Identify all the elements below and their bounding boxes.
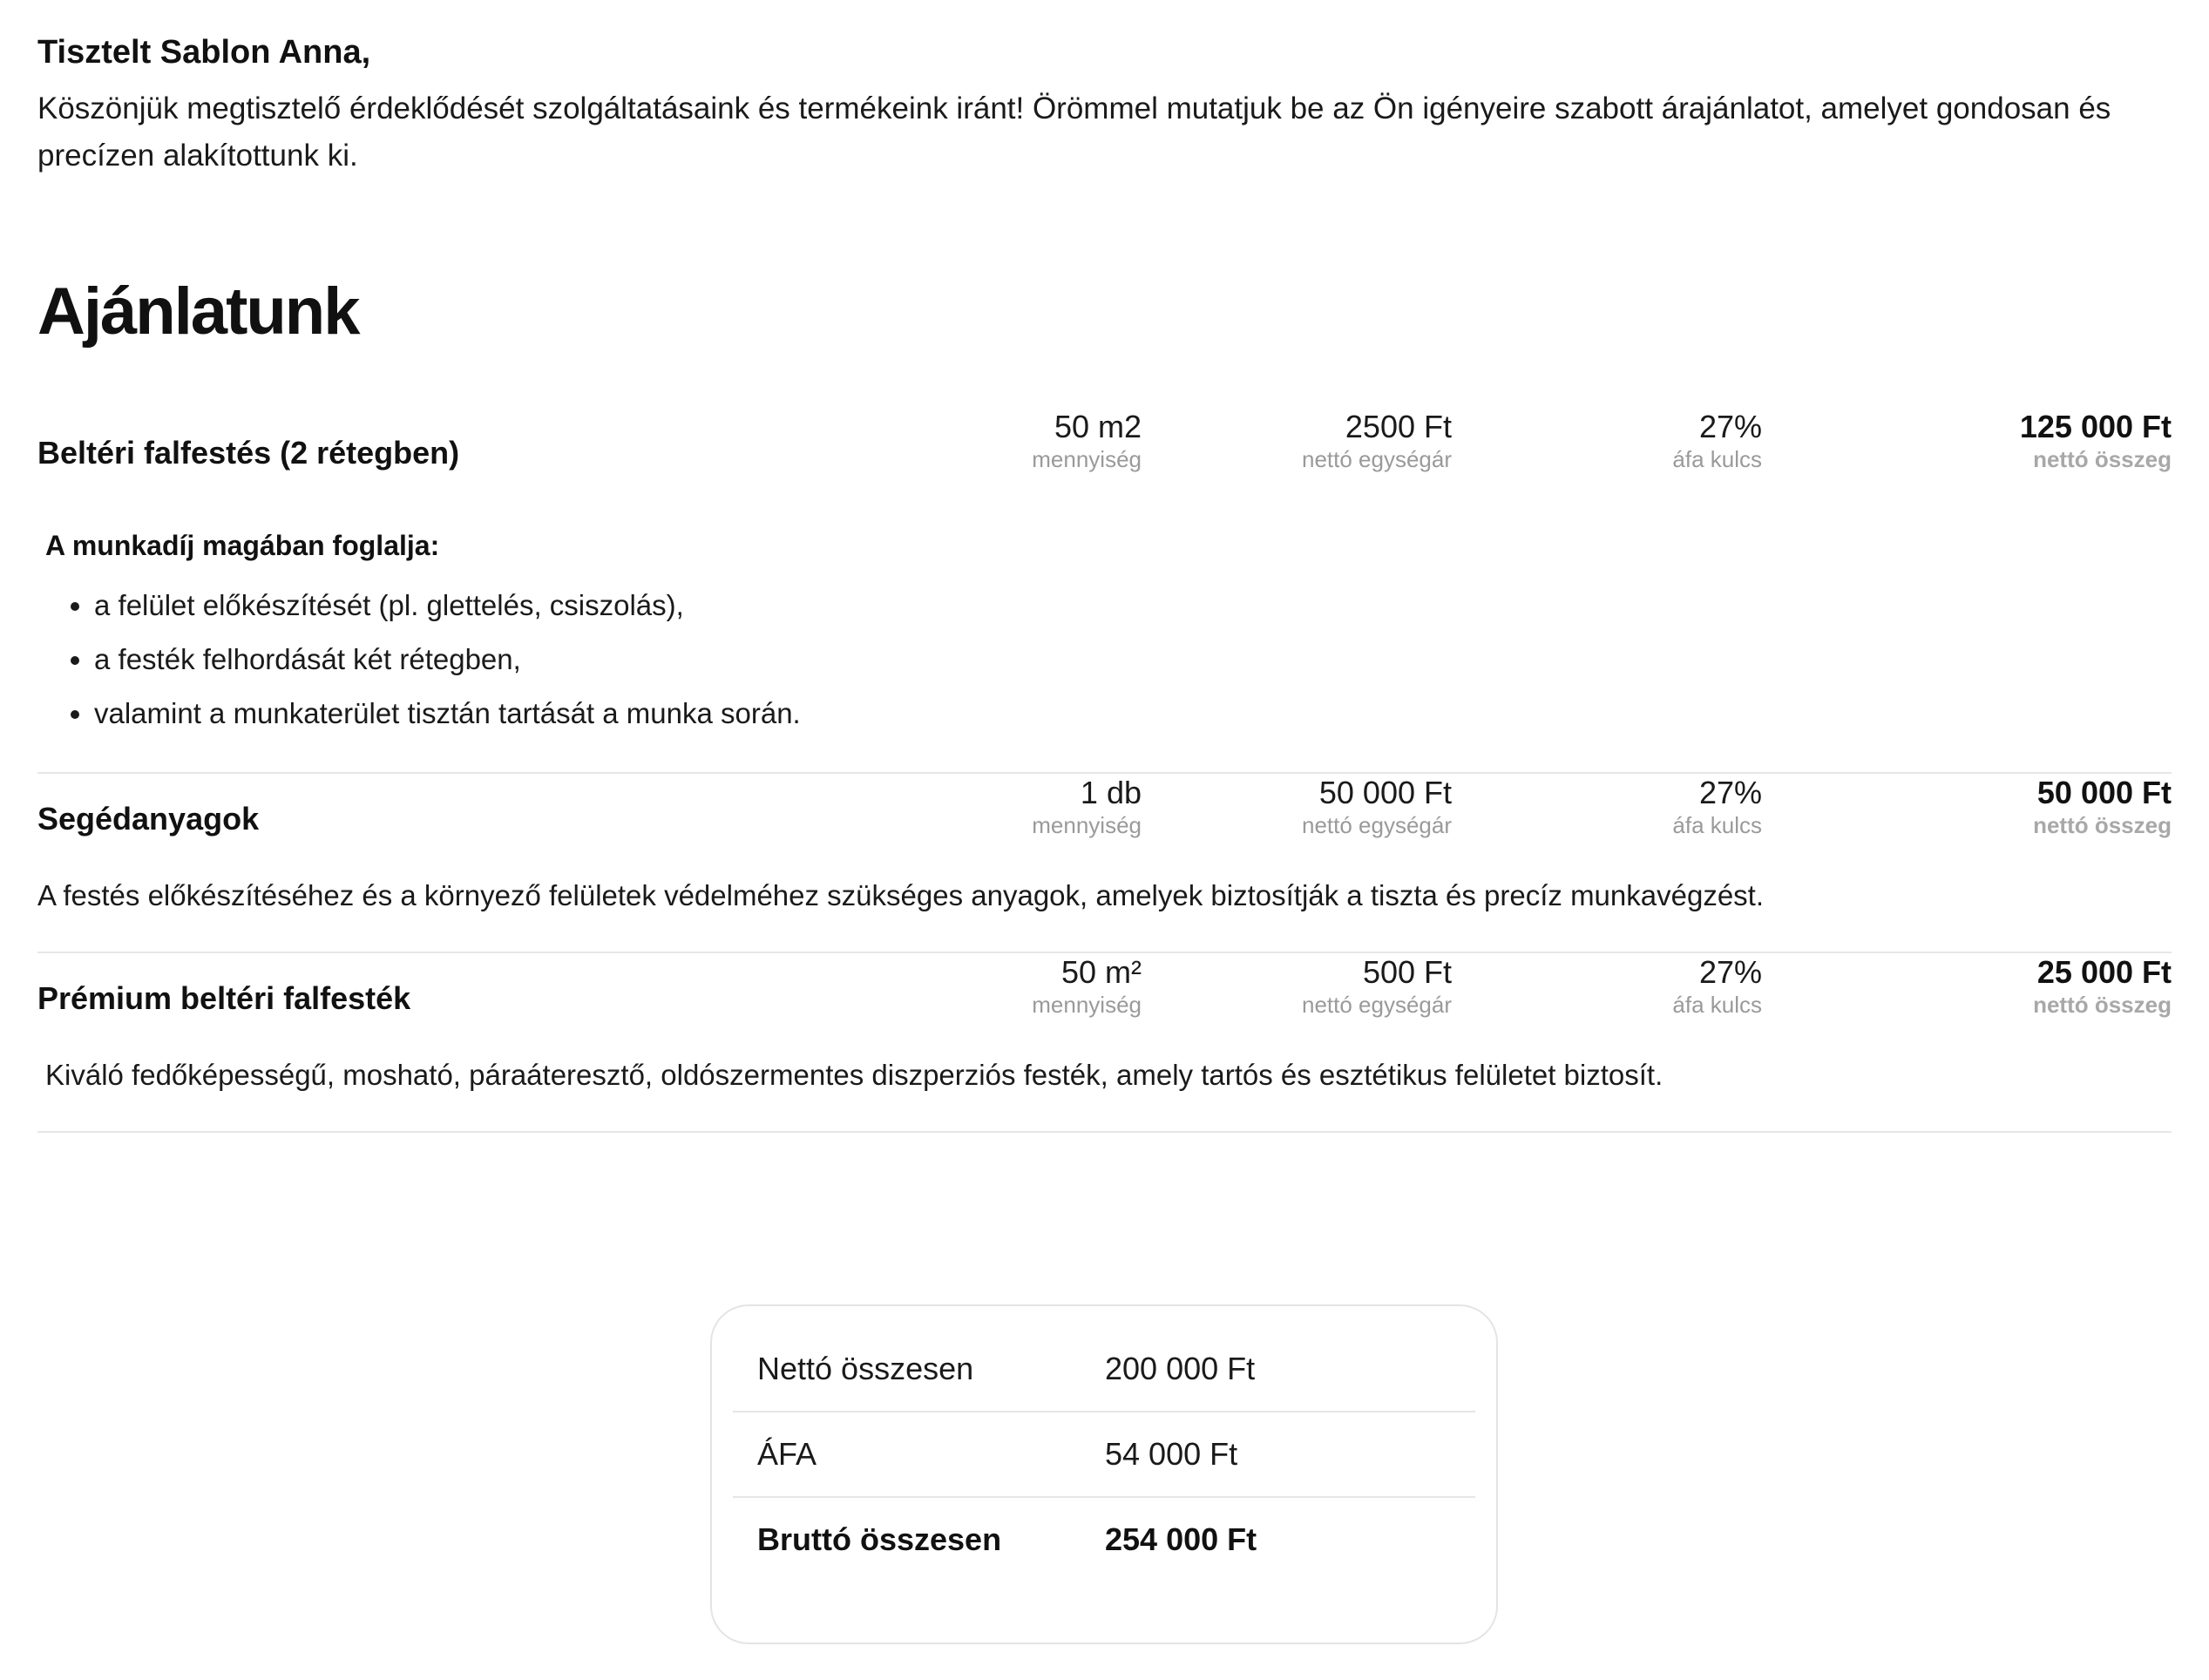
unit-price-value: 50 000 Ft [1318, 775, 1452, 810]
total-label: nettó összeg [2033, 992, 2172, 1018]
list-item: • a felület előkészítését (pl. glettelés, csiszolás), [94, 579, 2172, 633]
vat-label: áfa kulcs [1672, 446, 1762, 472]
quantity-cell [941, 408, 1142, 472]
offer-item-materials [37, 774, 2172, 953]
quantity-label: mennyiség [1032, 812, 1142, 838]
unit-price-cell [1142, 408, 1452, 472]
intro-text: Köszönjük megtisztelő érdeklődését szolgáltatásaink és termékeink iránt! Örömmel mutatjuk be az Ön igényeire szabott árajánlatot, amelyet gondosan és precízen alakítottunk ki. [37, 91, 2111, 173]
quantity-cell [941, 953, 1142, 1018]
unit-price-label: nettó egységár [1301, 992, 1452, 1018]
gross-total-label: Bruttó összesen [757, 1521, 1002, 1557]
offer-item-wall-painting [37, 408, 2172, 774]
vat-cell [1452, 774, 1762, 838]
greeting: Tisztelt Sablon Anna, [37, 34, 371, 71]
quantity-label: mennyiség [1032, 446, 1142, 472]
total-cell [1762, 774, 2172, 838]
item-description: Kiváló fedőképességű, mosható, páraáteresztő, oldószermentes diszperziós festék, amely tartós és esztétikus felületet biztosít. [45, 1059, 1664, 1091]
item-description: A festés előkészítéséhez és a környező felületek védelméhez szükséges anyagok, amelyek biztosítják a tiszta és precíz munkavégzést. [37, 879, 1765, 911]
offer-items [37, 408, 2172, 1133]
item-name: Prémium beltéri falfesték [37, 980, 411, 1016]
gross-total-row [733, 1498, 1475, 1582]
total-cell [1762, 408, 2172, 472]
vat-value: 27% [1698, 409, 1762, 444]
vat-label: áfa kulcs [1672, 812, 1762, 838]
totals-summary-card [710, 1304, 1498, 1644]
vat-total-value: 54 000 Ft [1105, 1436, 1238, 1472]
included-work-list [37, 579, 2172, 741]
vat-total-label: ÁFA [757, 1436, 817, 1472]
offer-item-premium-paint [37, 953, 2172, 1133]
unit-price-value: 2500 Ft [1345, 409, 1452, 444]
unit-price-label: nettó egységár [1301, 812, 1452, 838]
total-cell [1762, 953, 2172, 1018]
net-total-value: 200 000 Ft [1105, 1351, 1256, 1386]
vat-value: 27% [1698, 954, 1762, 990]
vat-value: 27% [1698, 775, 1762, 810]
total-value: 25 000 Ft [2036, 954, 2172, 990]
unit-price-cell [1142, 774, 1452, 838]
total-label: nettó összeg [2033, 812, 2172, 838]
quantity-value: 1 db [1080, 775, 1142, 810]
description-title: A munkadíj magában foglalja: [45, 530, 440, 561]
unit-price-label: nettó egységár [1301, 446, 1452, 472]
vat-label: áfa kulcs [1672, 992, 1762, 1018]
net-total-row [733, 1327, 1475, 1412]
vat-cell [1452, 408, 1762, 472]
section-title: Ajánlatunk [37, 274, 359, 349]
quantity-value: 50 m2 [1054, 409, 1142, 444]
item-name: Beltéri falfestés (2 rétegben) [37, 435, 460, 471]
item-header [37, 774, 2172, 857]
quantity-value: 50 m² [1060, 954, 1142, 990]
vat-cell [1452, 953, 1762, 1018]
gross-total-value: 254 000 Ft [1105, 1521, 1257, 1557]
total-label: nettó összeg [2033, 446, 2172, 472]
unit-price-cell [1142, 953, 1452, 1018]
list-item: • valamint a munkaterület tisztán tartását a munka során. [94, 687, 2172, 741]
item-name: Segédanyagok [37, 801, 260, 837]
net-total-label: Nettó összesen [757, 1351, 974, 1386]
total-value: 50 000 Ft [2036, 775, 2172, 810]
vat-total-row [733, 1412, 1475, 1498]
quantity-label: mennyiség [1032, 992, 1142, 1018]
item-header [37, 408, 2172, 491]
quantity-cell [941, 774, 1142, 838]
unit-price-value: 500 Ft [1362, 954, 1452, 990]
list-item: • a festék felhordását két rétegben, [94, 633, 2172, 687]
item-description [37, 528, 2172, 772]
item-header [37, 953, 2172, 1037]
total-value: 125 000 Ft [2019, 409, 2172, 444]
